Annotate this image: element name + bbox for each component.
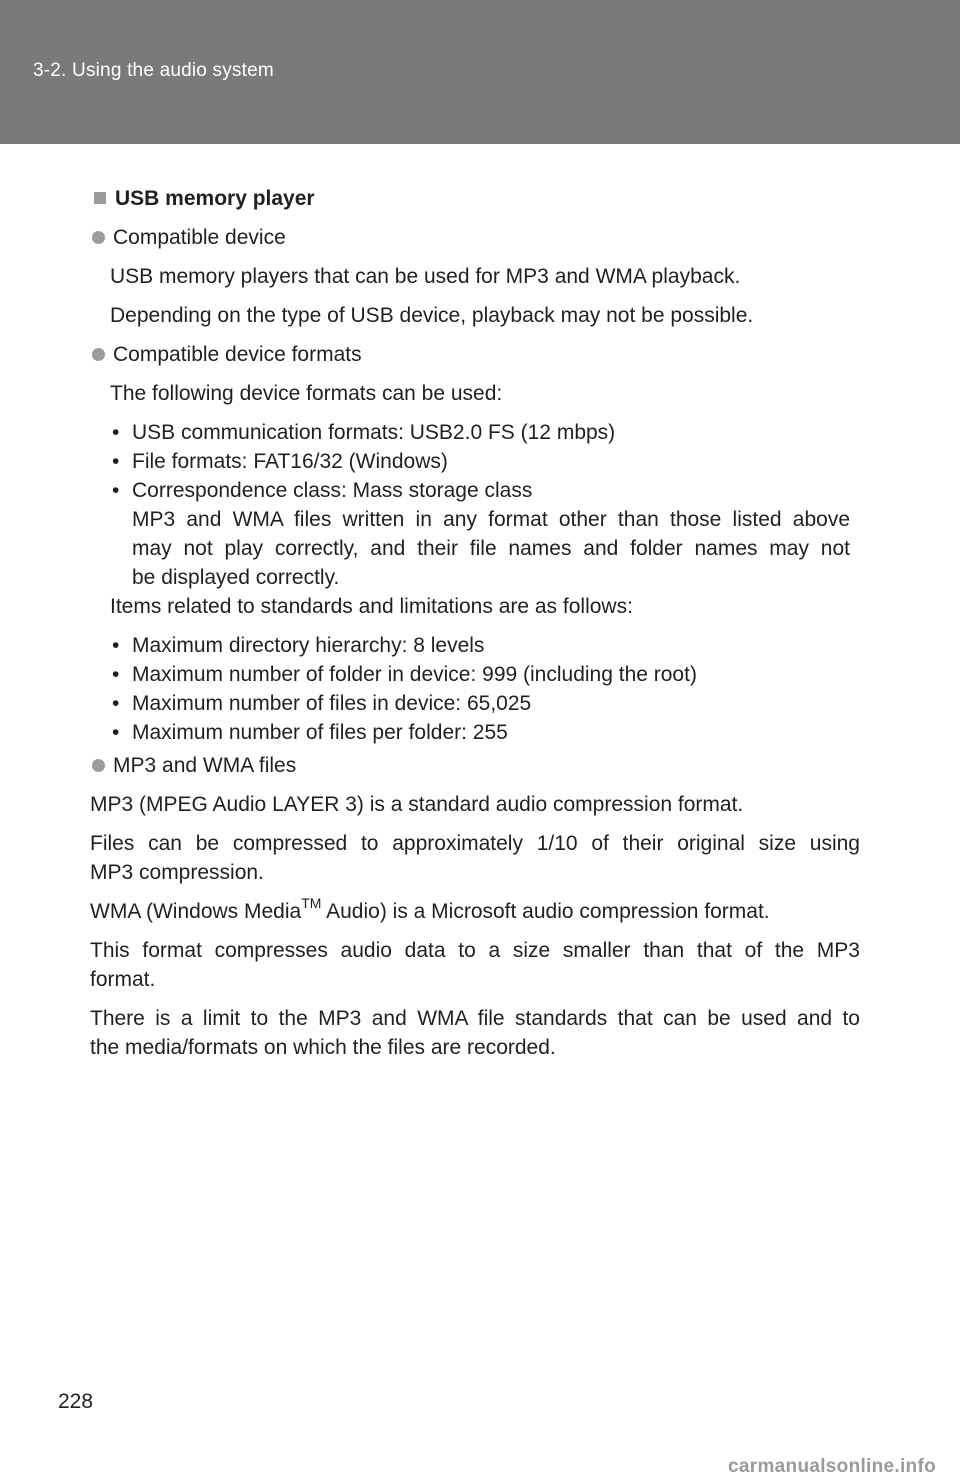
list-item: • File formats: FAT16/32 (Windows) xyxy=(112,450,448,473)
note-line: be displayed correctly. xyxy=(132,566,340,589)
paragraph-line: The following device formats can be used: xyxy=(110,382,503,405)
paragraph-line: WMA (Windows Media™ Audio) is a Microsoft audio compression format. xyxy=(90,895,770,923)
circle-bullet-icon xyxy=(92,348,105,361)
note-line: MP3 and WMA files written in any format other than those listed above xyxy=(132,508,850,531)
paragraph-line: MP3 compression. xyxy=(90,861,264,884)
paragraph-line: Depending on the type of USB device, playback may not be possible. xyxy=(110,304,754,327)
section-title: 3-2. Using the audio system xyxy=(33,60,274,81)
square-bullet-icon xyxy=(94,192,106,204)
section-heading: USB memory player xyxy=(94,184,315,213)
watermark: carmanualsonline.info xyxy=(728,1456,936,1477)
paragraph-line: format. xyxy=(90,968,156,991)
page-number: 228 xyxy=(58,1390,94,1413)
list-item: • Maximum number of folder in device: 999 (including the root) xyxy=(112,663,697,686)
list-item: • Correspondence class: Mass storage class xyxy=(112,479,533,502)
list-item: • Maximum directory hierarchy: 8 levels xyxy=(112,634,485,657)
trademark-mark: TM xyxy=(301,895,322,911)
paragraph-line: Items related to standards and limitations are as follows: xyxy=(110,595,633,618)
note-line: may not play correctly, and their file names and folder names may not xyxy=(132,537,850,560)
paragraph-line: There is a limit to the MP3 and WMA file standards that can be used and to xyxy=(90,1007,860,1030)
paragraph-line: the media/formats on which the files are recorded. xyxy=(90,1036,556,1059)
header-band xyxy=(0,0,960,144)
paragraph-line: USB memory players that can be used for MP3 and WMA playback. xyxy=(110,265,741,288)
list-item: • Maximum number of files per folder: 255 xyxy=(112,721,508,744)
paragraph-line: Files can be compressed to approximately 1/10 of their original size using xyxy=(90,832,860,855)
subheading-mp3-wma: MP3 and WMA files xyxy=(92,751,296,780)
subheading-compatible-formats: Compatible device formats xyxy=(92,340,362,369)
paragraph-line: MP3 (MPEG Audio LAYER 3) is a standard audio compression format. xyxy=(90,793,744,816)
circle-bullet-icon xyxy=(92,231,105,244)
list-item: • USB communication formats: USB2.0 FS (12 mbps) xyxy=(112,421,616,444)
list-item: • Maximum number of files in device: 65,025 xyxy=(112,692,532,715)
circle-bullet-icon xyxy=(92,759,105,772)
subheading-compatible-device: Compatible device xyxy=(92,223,286,252)
paragraph-line: This format compresses audio data to a size smaller than that of the MP3 xyxy=(90,939,860,962)
